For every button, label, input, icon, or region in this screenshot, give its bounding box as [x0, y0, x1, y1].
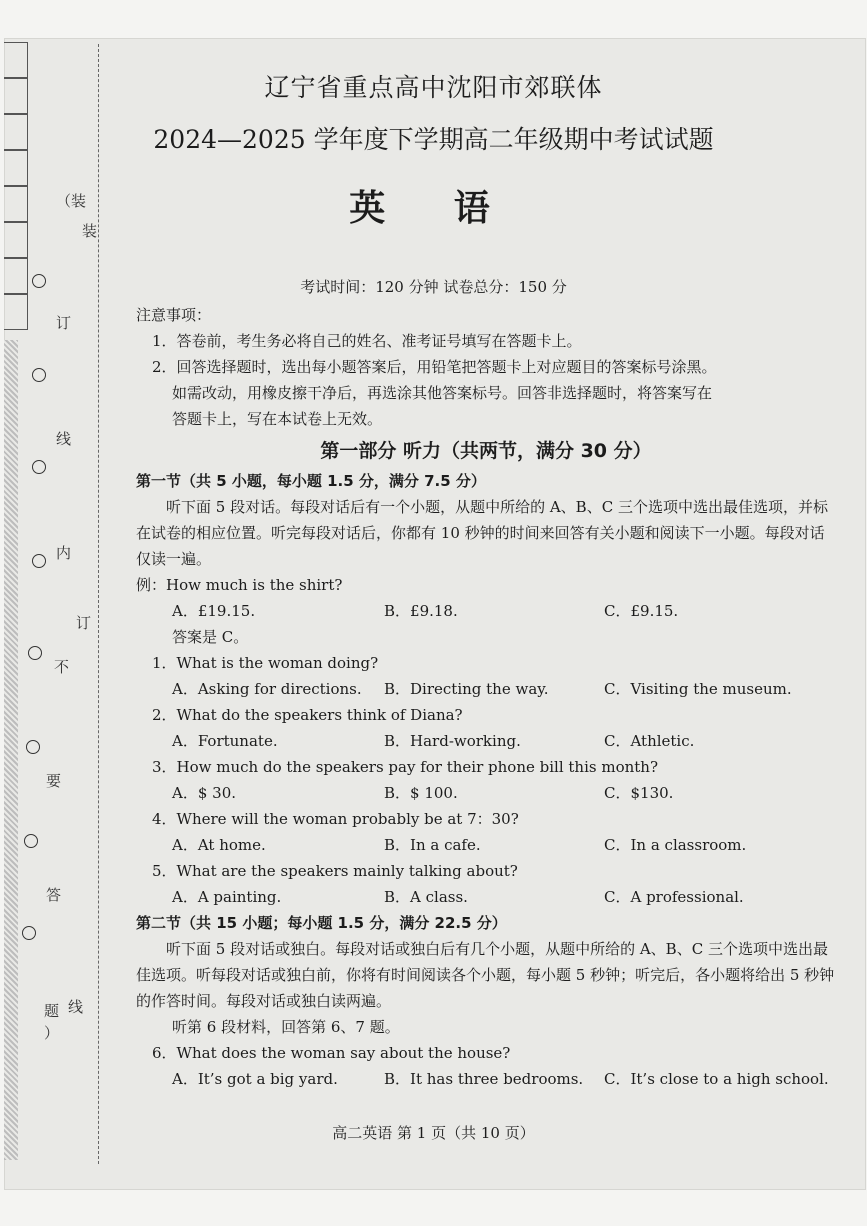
- question-options: [136, 728, 836, 754]
- notice-item-cont: 答题卡上，写在本试卷上无效。: [172, 410, 383, 428]
- option-b: B．In a cafe.: [384, 836, 481, 854]
- question-options: [136, 780, 836, 806]
- margin-char: ）: [44, 1024, 60, 1042]
- notice-item: 1．答卷前，考生务必将自己的姓名、准考证号填写在答题卡上。: [152, 332, 582, 350]
- question-stem: 3．How much do the speakers pay for their phone bill this month?: [152, 758, 659, 776]
- section-instructions: 听下面 5 段对话。每段对话后有一个小题，从题中所给的 A、B、C 三个选项中选出最佳选项，并标在试卷的相应位置。听完每段对话后，你都有 10 秒钟的时间来回答有关小题和阅读下一小题。每段对话仅读一遍。: [136, 498, 828, 568]
- example-answer: 答案是 C。: [172, 628, 249, 646]
- binding-hole-icon: [22, 926, 36, 940]
- section-heading: 第一节（共 5 小题，每小题 1.5 分，满分 7.5 分）: [136, 472, 486, 490]
- option-c: C．A professional.: [604, 888, 744, 906]
- option-b: B．$ 100.: [384, 784, 458, 802]
- binding-hatch-strip: [4, 340, 18, 1160]
- exam-info: 考试时间：120 分钟 试卷总分：150 分: [300, 278, 567, 296]
- question-options: [136, 884, 836, 910]
- binding-hole-icon: [26, 740, 40, 754]
- question-stem: 2．What do the speakers think of Diana?: [152, 706, 463, 724]
- margin-char: 线: [68, 998, 84, 1016]
- option-a: A．$ 30.: [172, 784, 236, 802]
- option-a: A．Asking for directions.: [172, 680, 362, 698]
- option-c: C．In a classroom.: [604, 836, 747, 854]
- margin-char: 答: [46, 886, 62, 904]
- option-a: A．It’s got a big yard.: [172, 1070, 338, 1088]
- option-c: C．Visiting the museum.: [604, 680, 792, 698]
- margin-char: 订: [56, 314, 72, 332]
- option-c: C．$130.: [604, 784, 674, 802]
- page-footer: 高二英语 第 1 页（共 10 页）: [332, 1124, 535, 1142]
- notice-item-cont: 如需改动，用橡皮擦干净后，再选涂其他答案标号。回答非选择题时，将答案写在: [172, 384, 713, 402]
- margin-char: 要: [46, 772, 62, 790]
- option-b: B．Directing the way.: [384, 680, 549, 698]
- option-a: A．A painting.: [172, 888, 282, 906]
- margin-char: （装: [56, 192, 87, 210]
- margin-char: 内: [56, 544, 72, 562]
- part-heading: 第一部分 听力（共两节，满分 30 分）: [320, 440, 652, 462]
- option-b: B．Hard-working.: [384, 732, 521, 750]
- section-heading: 第二节（共 15 小题；每小题 1.5 分，满分 22.5 分）: [136, 914, 507, 932]
- binding-hole-icon: [32, 554, 46, 568]
- option-c: C．£9.15.: [604, 602, 679, 620]
- option-b: B．It has three bedrooms.: [384, 1070, 584, 1088]
- example-stem: 例：How much is the shirt?: [136, 576, 343, 594]
- binding-hole-icon: [32, 460, 46, 474]
- exam-title: 2024—2025 学年度下学期高二年级期中考试试题: [153, 125, 714, 154]
- example-options: [136, 598, 836, 624]
- binding-hole-icon: [32, 368, 46, 382]
- exam-content: [136, 302, 836, 1092]
- margin-char: 不: [54, 658, 70, 676]
- option-c: C．Athletic.: [604, 732, 695, 750]
- option-a: A．At home.: [172, 836, 266, 854]
- margin-char: 题: [44, 1002, 60, 1020]
- question-options: [136, 1066, 836, 1092]
- option-b: B．A class.: [384, 888, 468, 906]
- margin-char: 订: [76, 614, 92, 632]
- binding-hole-icon: [28, 646, 42, 660]
- exam-org-title: 辽宁省重点高中沈阳市郊联体: [264, 73, 603, 102]
- option-c: C．It’s close to a high school.: [604, 1070, 829, 1088]
- question-options: [136, 676, 836, 702]
- option-a: A．£19.15.: [172, 602, 256, 620]
- binding-hole-icon: [24, 834, 38, 848]
- subject-title: 英 语: [349, 188, 518, 229]
- notice-item: 2．回答选择题时，选出每小题答案后，用铅笔把答题卡上对应题目的答案标号涂黑。: [152, 358, 717, 376]
- option-a: A．Fortunate.: [172, 732, 278, 750]
- question-stem: 5．What are the speakers mainly talking about?: [152, 862, 518, 880]
- question-stem: 4．Where will the woman probably be at 7：30?: [152, 810, 519, 828]
- question-stem: 6．What does the woman say about the house?: [152, 1044, 511, 1062]
- question-stem: 1．What is the woman doing?: [152, 654, 379, 672]
- question-options: [136, 832, 836, 858]
- option-b: B．£9.18.: [384, 602, 458, 620]
- margin-char: 线: [56, 430, 72, 448]
- notice-heading: 注意事项：: [136, 306, 212, 324]
- material-note: 听第 6 段材料，回答第 6、7 题。: [172, 1018, 400, 1036]
- section-instructions: 听下面 5 段对话或独白。每段对话或独白后有几个小题，从题中所给的 A、B、C 三个选项中选出最佳选项。听每段对话或独白前，你将有时间阅读各个小题，每小题 5 秒钟；听完后，各小题将给出 5 秒钟的作答时间。每段对话或独白读两遍。: [136, 940, 835, 1010]
- margin-char: 装: [82, 222, 98, 240]
